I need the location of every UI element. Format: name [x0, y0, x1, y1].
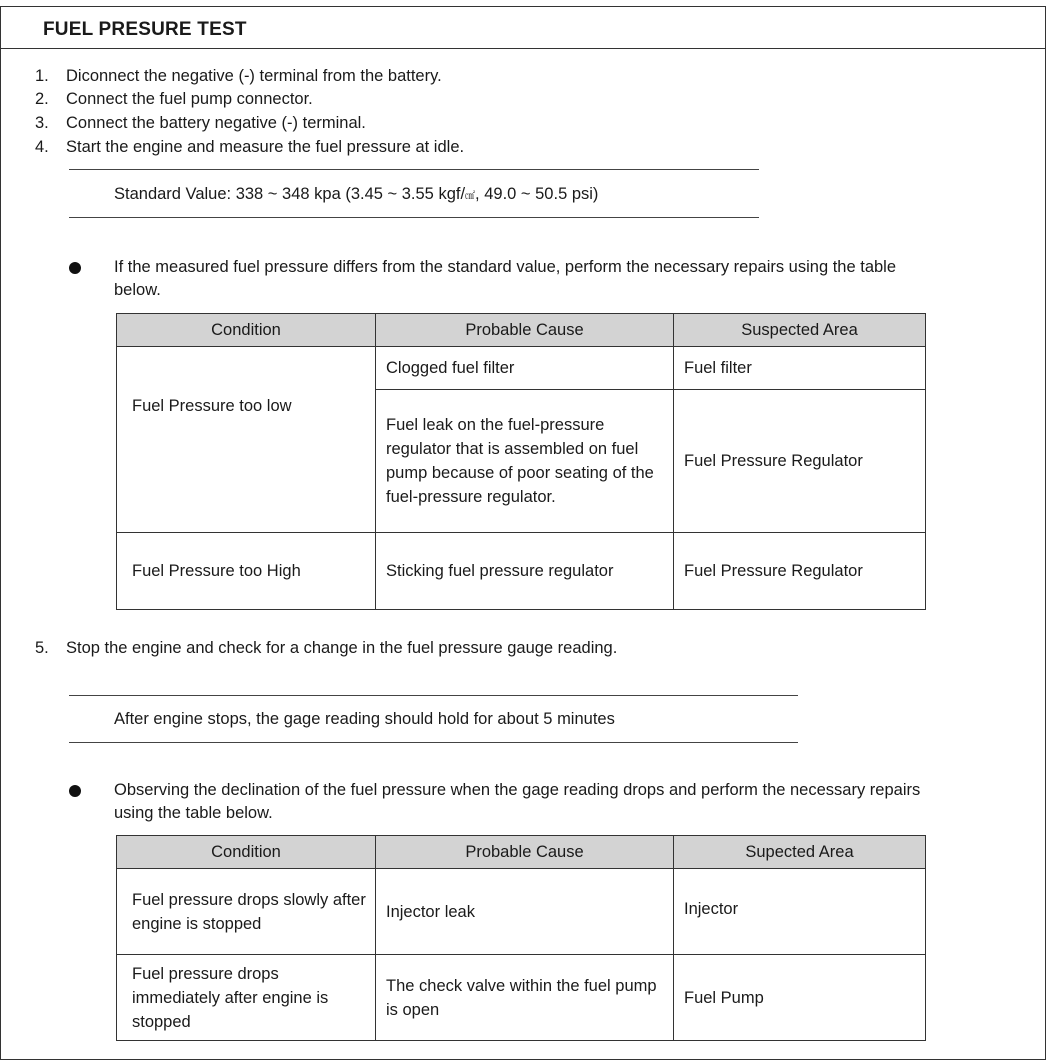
table-row: [117, 533, 926, 610]
bullet-icon: [69, 262, 81, 274]
cause-cell: Sticking fuel pressure regulator: [376, 533, 674, 610]
condition-cell: Fuel Pressure too High: [117, 533, 376, 610]
condition-cell: Fuel Pressure too low: [117, 347, 376, 533]
bullet-text: If the measured fuel pressure differs from the standard value, perform the necessary repairs using the table below.: [114, 258, 897, 299]
step-text: Connect the battery negative (-) terminal.: [66, 114, 366, 132]
page-title: FUEL PRESURE TEST: [43, 19, 247, 40]
step-3: 3. Connect the battery negative (-) terminal.: [35, 114, 366, 132]
column-header: Condition: [117, 836, 376, 869]
divider: [69, 169, 759, 170]
area-cell: Fuel Pump: [674, 955, 926, 1041]
pressure-repair-table: [116, 313, 926, 610]
cause-cell: Clogged fuel filter: [376, 347, 674, 390]
document-frame: [0, 6, 1046, 1060]
table-row: [117, 869, 926, 955]
pressure-drop-table: [116, 835, 926, 1041]
step-text: Connect the fuel pump connector.: [66, 90, 313, 108]
unit-glyph: ㎠: [465, 191, 476, 202]
area-cell: Fuel Pressure Regulator: [674, 390, 926, 533]
column-header: Suspected Area: [674, 314, 926, 347]
table-header-row: [117, 836, 926, 869]
column-header: Supected Area: [674, 836, 926, 869]
divider: [69, 217, 759, 218]
column-header: Probable Cause: [376, 314, 674, 347]
bullet-icon: [69, 785, 81, 797]
step-1: 1. Diconnect the negative (-) terminal from the battery.: [35, 67, 442, 85]
table-row: [117, 955, 926, 1041]
cause-cell: Injector leak: [376, 869, 674, 955]
divider: [69, 742, 798, 743]
condition-cell: Fuel pressure drops slowly after engine is stopped: [117, 869, 376, 955]
step-4: 4. Start the engine and measure the fuel pressure at idle.: [35, 138, 465, 156]
divider: [69, 695, 798, 696]
hold-note: After engine stops, the gage reading should hold for about 5 minutes: [114, 710, 615, 728]
step-text: Diconnect the negative (-) terminal from the battery.: [66, 67, 442, 85]
table-row: [117, 347, 926, 390]
column-header: Condition: [117, 314, 376, 347]
area-cell: Injector: [674, 869, 926, 955]
cause-cell: The check valve within the fuel pump is open: [376, 955, 674, 1041]
step-text: Start the engine and measure the fuel pressure at idle.: [66, 138, 465, 156]
table-header-row: [117, 314, 926, 347]
area-cell: Fuel Pressure Regulator: [674, 533, 926, 610]
condition-cell: Fuel pressure drops immediately after engine is stopped: [117, 955, 376, 1041]
step-text: Stop the engine and check for a change in the fuel pressure gauge reading.: [66, 639, 618, 657]
cause-cell: Fuel leak on the fuel-pressure regulator that is assembled on fuel pump because of poor seating of the fuel-pressure regulator.: [376, 390, 674, 533]
bullet-text: Observing the declination of the fuel pressure when the gage reading drops and perform the necessary repairs using the table below.: [114, 781, 921, 822]
standard-value: Standard Value: 338 ~ 348 kpa (3.45 ~ 3.55 kgf/㎠, 49.0 ~ 50.5 psi): [114, 185, 599, 203]
area-cell: Fuel filter: [674, 347, 926, 390]
step-5: 5. Stop the engine and check for a change in the fuel pressure gauge reading.: [35, 639, 618, 657]
column-header: Probable Cause: [376, 836, 674, 869]
step-2: 2. Connect the fuel pump connector.: [35, 90, 313, 108]
title-bar: [1, 7, 1045, 49]
